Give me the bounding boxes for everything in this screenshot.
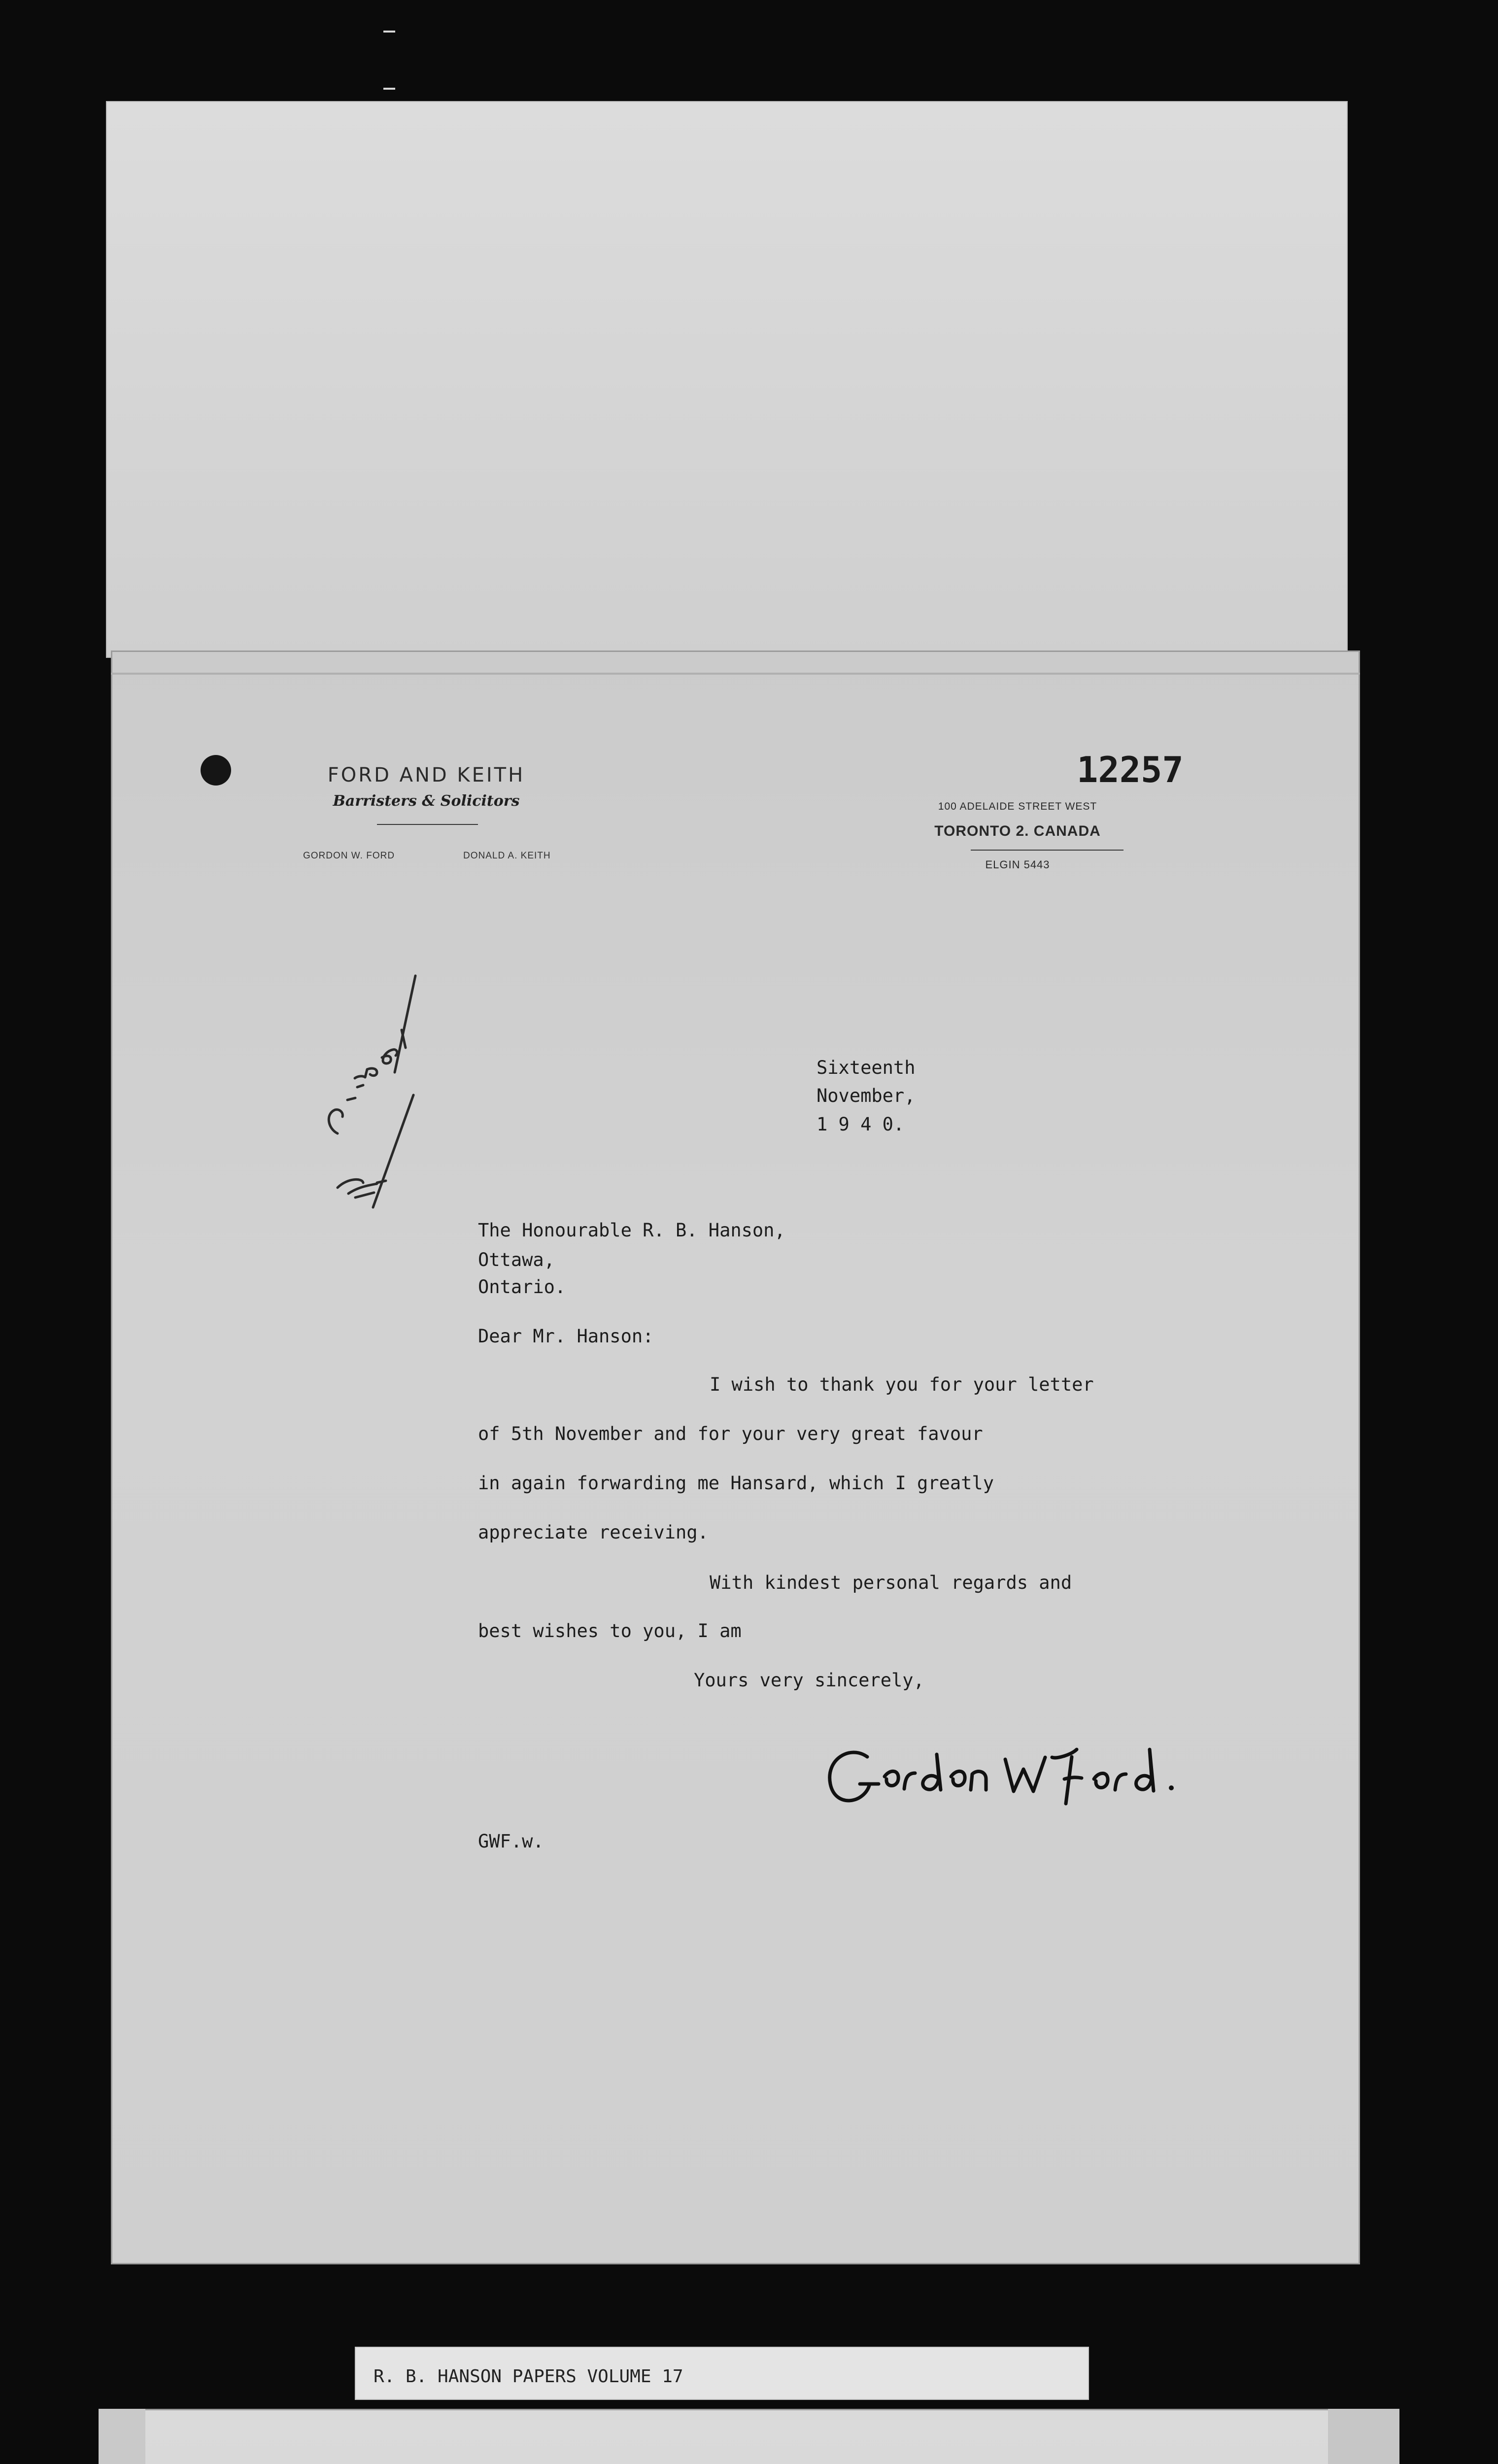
letterhead-rule — [377, 824, 478, 825]
punch-hole — [201, 755, 231, 786]
body-line: in again forwarding me Hansard, which I greatly — [478, 1472, 994, 1494]
archive-card — [99, 2409, 1399, 2464]
letterhead-subtitle: Barristers & Solicitors — [333, 792, 520, 810]
film-frame-mark — [383, 88, 395, 90]
date-day: Sixteenth — [817, 1057, 916, 1078]
recipient-province: Ontario. — [478, 1276, 566, 1298]
recipient-name: The Honourable R. B. Hanson, — [478, 1220, 785, 1241]
date-month: November, — [817, 1085, 916, 1106]
body-line: With kindest personal regards and — [710, 1572, 1072, 1593]
letterhead-street: 100 ADELAIDE STREET WEST — [938, 801, 1097, 812]
letterhead-address-rule — [971, 850, 1124, 851]
body-line: of 5th November and for your very great favour — [478, 1423, 983, 1444]
letterhead-partner-left: GORDON W. FORD — [303, 851, 395, 861]
recipient-city: Ottawa, — [478, 1249, 555, 1270]
fold-line — [111, 673, 1360, 675]
body-line: best wishes to you, I am — [478, 1620, 742, 1642]
closing: Yours very sincerely, — [694, 1670, 924, 1691]
signature — [820, 1730, 1225, 1828]
film-frame-mark — [383, 31, 395, 33]
collection-label-text: R. B. HANSON PAPERS VOLUME 17 — [374, 2366, 683, 2387]
letter-page — [111, 650, 1360, 2264]
salutation: Dear Mr. Hanson: — [478, 1326, 654, 1347]
date-year: 1 9 4 0. — [817, 1114, 905, 1135]
letterhead-partner-right: DONALD A. KEITH — [463, 851, 551, 861]
letterhead-city: TORONTO 2. CANADA — [934, 823, 1101, 839]
collection-label — [355, 2347, 1089, 2400]
file-number: 12257 — [1077, 749, 1184, 790]
letterhead-phone: ELGIN 5443 — [985, 858, 1050, 871]
archive-card-edge-left — [99, 2409, 145, 2464]
back-page — [106, 101, 1348, 658]
body-line: I wish to thank you for your letter — [710, 1374, 1094, 1395]
letterhead-firm-name: FORD AND KEITH — [327, 764, 525, 787]
handwritten-annotation — [308, 971, 436, 1227]
archive-card-edge-right — [1328, 2409, 1399, 2464]
typist-initials: GWF.w. — [478, 1831, 544, 1852]
body-line: appreciate receiving. — [478, 1522, 709, 1543]
